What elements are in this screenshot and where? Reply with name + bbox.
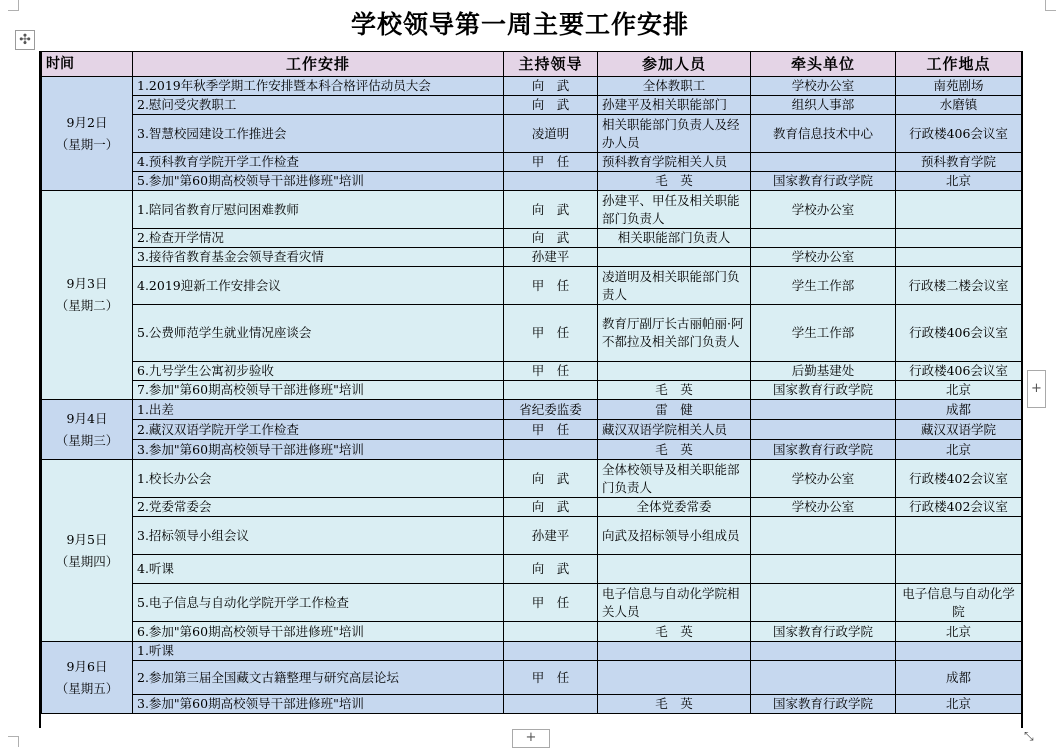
attendees-cell[interactable]: 相关职能部门负责人及经办人员 — [598, 115, 751, 153]
header-lead-unit: 牵头单位 — [751, 52, 896, 77]
lead-unit-cell[interactable]: 国家教育行政学院 — [751, 695, 896, 714]
table-row — [42, 153, 1022, 172]
host-cell[interactable]: 甲 任 — [504, 661, 598, 695]
task-cell[interactable]: 3.参加"第60期高校领导干部进修班"培训 — [133, 695, 504, 714]
lead-unit-cell[interactable]: 后勤基建处 — [751, 362, 896, 381]
host-cell[interactable]: 向 武 — [504, 77, 598, 96]
schedule-body — [42, 77, 1022, 714]
host-cell[interactable] — [504, 172, 598, 191]
lead-unit-cell[interactable]: 学校办公室 — [751, 460, 896, 498]
attendees-cell[interactable]: 全体校领导及相关职能部门负责人 — [598, 460, 751, 498]
task-cell[interactable]: 5.公费师范学生就业情况座谈会 — [133, 305, 504, 362]
location-cell[interactable]: 北京 — [896, 172, 1022, 191]
location-cell[interactable]: 行政楼402会议室 — [896, 498, 1022, 517]
host-cell[interactable]: 省纪委监委 — [504, 400, 598, 420]
date-text: 9月4日 — [66, 410, 108, 426]
location-cell[interactable] — [896, 248, 1022, 267]
date-cell[interactable] — [42, 400, 133, 460]
attendees-cell[interactable]: 孙建平、甲任及相关职能部门负责人 — [598, 191, 751, 229]
page-corner-mark — [8, 736, 19, 747]
attendees-cell[interactable]: 相关职能部门负责人 — [598, 229, 751, 248]
host-cell[interactable]: 凌道明 — [504, 115, 598, 153]
attendees-cell[interactable]: 藏汉双语学院相关人员 — [598, 420, 751, 440]
table-row — [42, 77, 1022, 96]
lead-unit-cell[interactable]: 学生工作部 — [751, 267, 896, 305]
table-row — [42, 267, 1022, 305]
lead-unit-cell[interactable]: 国家教育行政学院 — [751, 622, 896, 642]
table-resize-handle-icon[interactable]: ⤡ — [1024, 729, 1034, 743]
host-cell[interactable]: 甲 任 — [504, 362, 598, 381]
add-column-button[interactable]: + — [1027, 370, 1046, 408]
table-row — [42, 96, 1022, 115]
attendees-cell[interactable]: 教育厅副厅长古丽帕丽·阿不都拉及相关部门负责人 — [598, 305, 751, 362]
task-cell[interactable]: 2.藏汉双语学院开学工作检查 — [133, 420, 504, 440]
header-host: 主持领导 — [504, 52, 598, 77]
table-row — [42, 555, 1022, 584]
location-cell[interactable]: 南苑剧场 — [896, 77, 1022, 96]
date-text: 9月2日 — [66, 114, 108, 130]
table-row — [42, 400, 1022, 420]
location-cell[interactable]: 行政楼406会议室 — [896, 115, 1022, 153]
location-cell[interactable]: 预科教育学院 — [896, 153, 1022, 172]
attendees-cell[interactable] — [598, 661, 751, 695]
host-cell[interactable]: 向 武 — [504, 229, 598, 248]
weekday-text: （星期五） — [55, 680, 119, 696]
table-row — [42, 498, 1022, 517]
task-cell[interactable]: 7.参加"第60期高校领导干部进修班"培训 — [133, 381, 504, 400]
table-row — [42, 248, 1022, 267]
task-cell[interactable]: 4.听课 — [133, 555, 504, 584]
lead-unit-cell[interactable]: 教育信息技术中心 — [751, 115, 896, 153]
table-row — [42, 517, 1022, 555]
location-cell[interactable] — [896, 517, 1022, 555]
task-cell[interactable]: 2.党委常委会 — [133, 498, 504, 517]
task-cell[interactable]: 2.慰问受灾教职工 — [133, 96, 504, 115]
host-cell[interactable]: 向 武 — [504, 460, 598, 498]
attendees-cell[interactable]: 毛 英 — [598, 695, 751, 714]
host-cell[interactable] — [504, 642, 598, 661]
attendees-cell[interactable]: 毛 英 — [598, 381, 751, 400]
host-cell[interactable]: 向 武 — [504, 555, 598, 584]
attendees-cell[interactable]: 毛 英 — [598, 440, 751, 460]
date-text: 9月6日 — [66, 658, 108, 674]
header-attendees: 参加人员 — [598, 52, 751, 77]
table-row — [42, 661, 1022, 695]
task-cell[interactable]: 4.预科教育学院开学工作检查 — [133, 153, 504, 172]
table-row — [42, 440, 1022, 460]
task-cell[interactable]: 2.参加第三届全国藏文古籍整理与研究高层论坛 — [133, 661, 504, 695]
location-cell[interactable]: 北京 — [896, 695, 1022, 714]
attendees-cell[interactable]: 预科教育学院相关人员 — [598, 153, 751, 172]
host-cell[interactable]: 孙建平 — [504, 248, 598, 267]
header-location: 工作地点 — [896, 52, 1022, 77]
lead-unit-cell[interactable]: 国家教育行政学院 — [751, 440, 896, 460]
location-cell[interactable]: 北京 — [896, 381, 1022, 400]
schedule-table-wrapper — [39, 51, 1023, 728]
weekday-text: （星期三） — [55, 432, 119, 448]
host-cell[interactable]: 甲 任 — [504, 584, 598, 622]
host-cell[interactable]: 甲 任 — [504, 420, 598, 440]
host-cell[interactable] — [504, 622, 598, 642]
table-row — [42, 584, 1022, 622]
location-cell[interactable]: 行政楼406会议室 — [896, 305, 1022, 362]
task-cell[interactable]: 4.2019迎新工作安排会议 — [133, 267, 504, 305]
table-row — [42, 172, 1022, 191]
task-cell[interactable]: 1.陪同省教育厅慰问困难教师 — [133, 191, 504, 229]
host-cell[interactable] — [504, 381, 598, 400]
table-row — [42, 381, 1022, 400]
host-cell[interactable] — [504, 695, 598, 714]
table-row — [42, 191, 1022, 229]
attendees-cell[interactable]: 凌道明及相关职能部门负责人 — [598, 267, 751, 305]
location-cell[interactable]: 成都 — [896, 400, 1022, 420]
location-cell[interactable]: 北京 — [896, 622, 1022, 642]
lead-unit-cell[interactable] — [751, 420, 896, 440]
page-title: 学校领导第一周主要工作安排 — [350, 10, 689, 39]
table-row — [42, 622, 1022, 642]
attendees-cell[interactable] — [598, 362, 751, 381]
attendees-cell[interactable]: 雷 健 — [598, 400, 751, 420]
table-move-handle-icon[interactable]: ✣ — [15, 30, 35, 50]
task-cell[interactable]: 3.接待省教育基金会领导查看灾情 — [133, 248, 504, 267]
host-cell[interactable]: 向 武 — [504, 498, 598, 517]
attendees-cell[interactable]: 向武及招标领导小组成员 — [598, 517, 751, 555]
location-cell[interactable]: 行政楼402会议室 — [896, 460, 1022, 498]
location-cell[interactable] — [896, 229, 1022, 248]
weekday-text: （星期二） — [55, 298, 119, 313]
attendees-cell[interactable] — [598, 248, 751, 267]
attendees-cell[interactable] — [598, 642, 751, 661]
attendees-cell[interactable] — [598, 555, 751, 584]
attendees-cell[interactable]: 电子信息与自动化学院相关人员 — [598, 584, 751, 622]
host-cell[interactable]: 甲 任 — [504, 153, 598, 172]
page-corner-mark — [1045, 0, 1056, 11]
location-cell[interactable] — [896, 642, 1022, 661]
table-header-row — [42, 52, 1022, 77]
table-row — [42, 420, 1022, 440]
date-cell[interactable] — [42, 460, 133, 642]
lead-unit-cell[interactable]: 学校办公室 — [751, 191, 896, 229]
location-cell[interactable] — [896, 555, 1022, 584]
table-row — [42, 362, 1022, 381]
date-text: 9月3日 — [66, 276, 108, 291]
lead-unit-cell[interactable]: 学校办公室 — [751, 248, 896, 267]
date-text: 9月5日 — [66, 531, 108, 547]
location-cell[interactable]: 行政楼406会议室 — [896, 362, 1022, 381]
lead-unit-cell[interactable]: 国家教育行政学院 — [751, 381, 896, 400]
task-cell[interactable]: 1.听课 — [133, 642, 504, 661]
table-row — [42, 642, 1022, 661]
lead-unit-cell[interactable] — [751, 642, 896, 661]
location-cell[interactable]: 北京 — [896, 440, 1022, 460]
schedule-table — [41, 51, 1022, 714]
table-row — [42, 305, 1022, 362]
header-task: 工作安排 — [133, 52, 504, 77]
lead-unit-cell[interactable]: 国家教育行政学院 — [751, 172, 896, 191]
task-cell[interactable]: 6.参加"第60期高校领导干部进修班"培训 — [133, 622, 504, 642]
date-cell[interactable] — [42, 642, 133, 714]
task-cell[interactable]: 3.参加"第60期高校领导干部进修班"培训 — [133, 440, 504, 460]
task-cell[interactable]: 1.出差 — [133, 400, 504, 420]
location-cell[interactable]: 成都 — [896, 661, 1022, 695]
task-cell[interactable]: 5.电子信息与自动化学院开学工作检查 — [133, 584, 504, 622]
lead-unit-cell[interactable] — [751, 153, 896, 172]
task-cell[interactable]: 2.检查开学情况 — [133, 229, 504, 248]
task-cell[interactable]: 1.2019年秋季学期工作安排暨本科合格评估动员大会 — [133, 77, 504, 96]
lead-unit-cell[interactable] — [751, 517, 896, 555]
weekday-text: （星期一） — [55, 136, 119, 152]
attendees-cell[interactable]: 孙建平及相关职能部门 — [598, 96, 751, 115]
lead-unit-cell[interactable]: 学生工作部 — [751, 305, 896, 362]
attendees-cell[interactable]: 毛 英 — [598, 172, 751, 191]
location-cell[interactable] — [896, 191, 1022, 229]
attendees-cell[interactable]: 毛 英 — [598, 622, 751, 642]
task-cell[interactable]: 5.参加"第60期高校领导干部进修班"培训 — [133, 172, 504, 191]
lead-unit-cell[interactable] — [751, 661, 896, 695]
date-cell[interactable] — [42, 191, 133, 400]
attendees-cell[interactable]: 全体教职工 — [598, 77, 751, 96]
task-cell[interactable]: 3.招标领导小组会议 — [133, 517, 504, 555]
lead-unit-cell[interactable]: 学校办公室 — [751, 77, 896, 96]
location-cell[interactable]: 水磨镇 — [896, 96, 1022, 115]
lead-unit-cell[interactable] — [751, 229, 896, 248]
location-cell[interactable]: 藏汉双语学院 — [896, 420, 1022, 440]
header-time: 时间 — [42, 52, 133, 77]
table-row — [42, 695, 1022, 714]
host-cell[interactable]: 向 武 — [504, 191, 598, 229]
task-cell[interactable]: 3.智慧校园建设工作推进会 — [133, 115, 504, 153]
host-cell[interactable]: 甲 任 — [504, 267, 598, 305]
table-row — [42, 229, 1022, 248]
lead-unit-cell[interactable] — [751, 400, 896, 420]
attendees-cell[interactable]: 全体党委常委 — [598, 498, 751, 517]
host-cell[interactable] — [504, 440, 598, 460]
lead-unit-cell[interactable] — [751, 584, 896, 622]
host-cell[interactable]: 孙建平 — [504, 517, 598, 555]
table-row — [42, 115, 1022, 153]
date-cell[interactable] — [42, 77, 133, 191]
task-cell[interactable]: 6.九号学生公寓初步验收 — [133, 362, 504, 381]
lead-unit-cell[interactable]: 学校办公室 — [751, 498, 896, 517]
lead-unit-cell[interactable] — [751, 555, 896, 584]
weekday-text: （星期四） — [55, 553, 119, 569]
location-cell[interactable]: 电子信息与自动化学院 — [896, 584, 1022, 622]
location-cell[interactable]: 行政楼二楼会议室 — [896, 267, 1022, 305]
host-cell[interactable]: 甲 任 — [504, 305, 598, 362]
table-row — [42, 460, 1022, 498]
host-cell[interactable]: 向 武 — [504, 96, 598, 115]
task-cell[interactable]: 1.校长办公会 — [133, 460, 504, 498]
lead-unit-cell[interactable]: 组织人事部 — [751, 96, 896, 115]
add-row-button[interactable]: + — [512, 729, 550, 748]
